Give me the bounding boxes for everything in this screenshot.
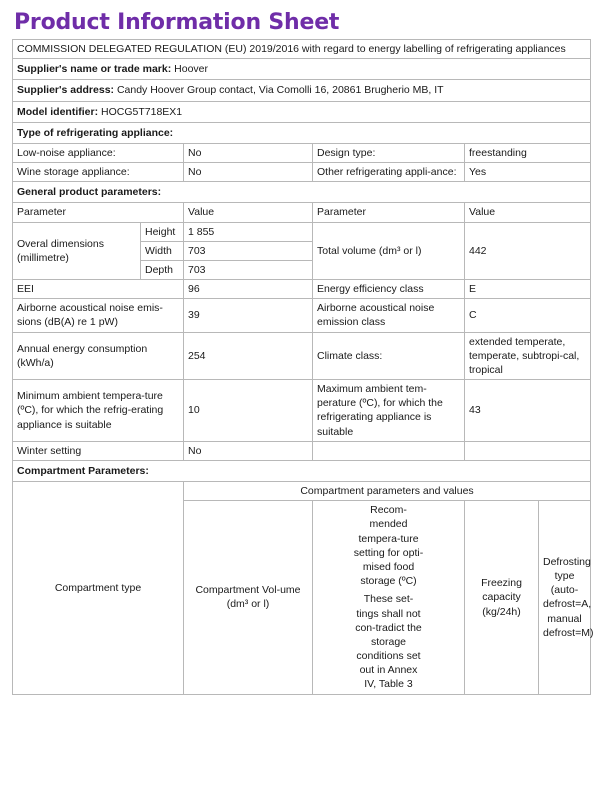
noise-class-value: C	[465, 299, 591, 332]
compartment-volume-header: Compartment Vol-ume (dm³ or l)	[184, 501, 313, 694]
dimension-row-height	[13, 222, 591, 241]
type-param: Wine storage appliance:	[13, 163, 184, 182]
min-temp-label: Minimum ambient tempera-ture (ºC), for which the refrig-erating appliance is suitable	[13, 380, 184, 442]
eei-value: 96	[184, 280, 313, 299]
compartment-heading: Compartment Parameters:	[13, 460, 591, 481]
height-value: 1 855	[184, 222, 313, 241]
dimensions-label: Overal dimensions (millimetre)	[13, 222, 141, 280]
supplier-label: Supplier's name or trade mark:	[17, 63, 172, 76]
width-value: 703	[184, 241, 313, 260]
model-value: HOCG5T718EX1	[101, 105, 183, 118]
type-param: Low-noise appliance:	[13, 143, 184, 162]
max-temp-label: Maximum ambient tem-perature (ºC), for which the refrigerating appliance is suitable	[313, 380, 465, 442]
type-param: Other refrigerating appli-ance:	[313, 163, 465, 182]
depth-value: 703	[184, 260, 313, 279]
compartment-group-header-row	[13, 482, 591, 501]
column-header-value: Value	[465, 203, 591, 222]
winter-value: No	[184, 441, 313, 460]
compartment-heading-row	[13, 460, 591, 481]
min-temp-value: 10	[184, 380, 313, 442]
eei-label: EEI	[13, 280, 184, 299]
energy-class-label: Energy efficiency class	[313, 280, 465, 299]
general-heading: General product parameters:	[13, 182, 591, 203]
supplier-value: Hoover	[174, 63, 208, 76]
depth-label: Depth	[141, 260, 184, 279]
type-value: freestanding	[465, 143, 591, 162]
max-temp-value: 43	[465, 380, 591, 442]
column-header-parameter: Parameter	[13, 203, 184, 222]
temperature-row	[13, 380, 591, 442]
model-row	[13, 101, 591, 122]
noise-value: 39	[184, 299, 313, 332]
volume-label: Total volume (dm³ or l)	[313, 222, 465, 280]
freezing-capacity-header: Freezing capacity (kg/24h)	[465, 501, 539, 694]
compartment-type-header: Compartment type	[13, 482, 184, 694]
regulation-row	[13, 40, 591, 59]
type-param: Design type:	[313, 143, 465, 162]
winter-label: Winter setting	[13, 441, 184, 460]
type-row	[13, 163, 591, 182]
compartment-group-header: Compartment parameters and values	[184, 482, 591, 501]
height-label: Height	[141, 222, 184, 241]
climate-label: Climate class:	[313, 332, 465, 380]
recommended-temperature-text: Recom-mended tempera-ture setting for opti-mised food storage (ºC)	[353, 504, 424, 588]
aec-label: Annual energy consumption (kWh/a)	[13, 332, 184, 380]
energy-class-value: E	[465, 280, 591, 299]
address-value: Candy Hoover Group contact, Via Comolli 16, 20861 Brugherio MB, IT	[116, 84, 444, 97]
type-value: No	[184, 143, 313, 162]
volume-value: 442	[465, 222, 591, 280]
model-label: Model identifier:	[17, 105, 99, 118]
column-header-parameter: Parameter	[313, 203, 465, 222]
type-heading: Type of refrigerating appliance:	[13, 122, 591, 143]
eei-row	[13, 280, 591, 299]
address-row	[13, 80, 591, 101]
energy-consumption-row	[13, 332, 591, 380]
supplier-row	[13, 59, 591, 80]
general-column-header-row	[13, 203, 591, 222]
noise-row	[13, 299, 591, 332]
type-row	[13, 143, 591, 162]
aec-value: 254	[184, 332, 313, 380]
type-value: No	[184, 163, 313, 182]
info-table	[12, 39, 594, 695]
defrosting-type-header: Defrosting type (auto-defrost=A, manual defrost=M)	[539, 501, 591, 694]
page-title: Product Information Sheet	[14, 10, 340, 35]
type-value: Yes	[465, 163, 591, 182]
recommended-temperature-header	[313, 501, 465, 694]
regulation-text: COMMISSION DELEGATED REGULATION (EU) 2019/2016 with regard to energy labelling of refrigerating appliances	[13, 40, 591, 59]
general-heading-row	[13, 182, 591, 203]
column-header-value: Value	[184, 203, 313, 222]
winter-row	[13, 441, 591, 460]
type-heading-row	[13, 122, 591, 143]
address-label: Supplier's address:	[17, 84, 115, 97]
width-label: Width	[141, 241, 184, 260]
climate-value: extended temperate, temperate, subtropi-cal, tropical	[465, 332, 591, 380]
storage-conditions-note: These set-tings shall not con-tradict the storage conditions set out in Annex IV, Table 3	[355, 593, 422, 691]
noise-label: Airborne acoustical noise emis-sions (dB(A) re 1 pW)	[13, 299, 184, 332]
noise-class-label: Airborne acoustical noise emission class	[313, 299, 465, 332]
